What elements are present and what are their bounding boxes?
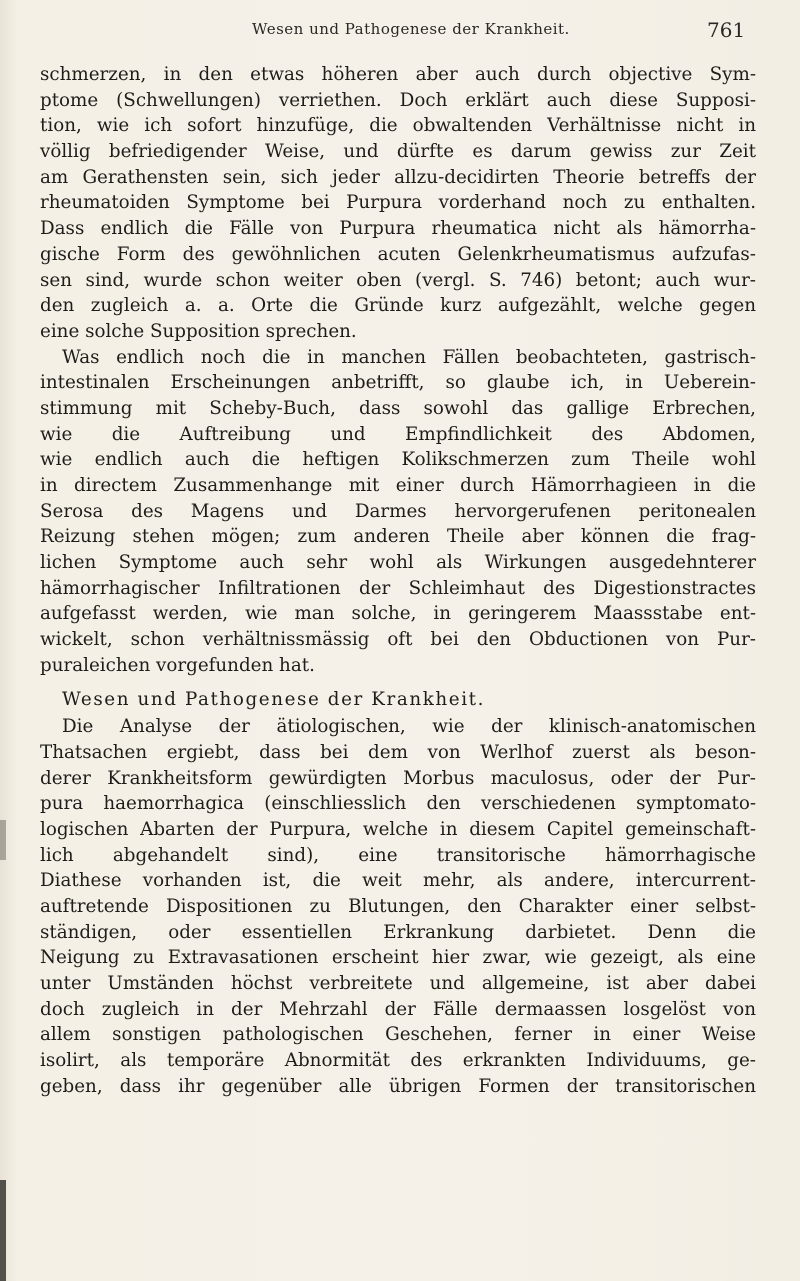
page-edge-shadow: [0, 820, 6, 860]
text-line: Was endlich noch die in manchen Fällen beobachteten, gastrisch-: [62, 346, 756, 368]
text-line: in directem Zusammenhange mit einer durch Hämorrhagieen in die: [40, 475, 756, 496]
text-line: den zugleich a. a. Orte die Gründe kurz aufgezählt, welche gegen: [40, 295, 756, 317]
text-line: derer Krankheitsform gewürdigten Morbus maculosus, oder der Pur-: [40, 767, 756, 789]
text-line: stimmung mit Scheby-Buch, dass sowohl das gallige Erbrechen,: [40, 397, 756, 419]
text-line: Serosa des Magens und Darmes hervorgerufenen peritonealen: [40, 500, 756, 522]
text-line: Die Analyse der ätiologischen, wie der klinisch-anatomischen: [62, 716, 756, 738]
running-title: Wesen und Pathogenese der Krankheit.: [252, 20, 570, 38]
text-line: geben, dass ihr gegenüber alle übrigen Formen der transitorischen: [40, 1075, 756, 1097]
text-line: intestinalen Erscheinungen anbetrifft, so glaube ich, in Ueberein-: [40, 372, 756, 394]
text-line: eine solche Supposition sprechen.: [40, 320, 357, 342]
text-line: Reizung stehen mögen; zum anderen Theile aber können die frag-: [40, 526, 756, 548]
text-line: puraleichen vorgefunden hat.: [40, 654, 315, 676]
text-line: wie endlich auch die heftigen Kolikschmerzen zum Theile wohl: [40, 449, 756, 471]
text-line: ptome (Schwellungen) verriethen. Doch erklärt auch diese Supposi-: [40, 89, 756, 111]
text-line: logischen Abarten der Purpura, welche in diesem Capitel gemeinschaft-: [40, 818, 756, 840]
text-line: lich abgehandelt sind), eine transitorische hämorrhagische: [40, 844, 756, 866]
text-line: Thatsachen ergiebt, dass bei dem von Werlhof zuerst als beson-: [40, 741, 756, 763]
text-line: unter Umständen höchst verbreitete und allgemeine, ist aber dabei: [40, 973, 756, 995]
text-line: ständigen, oder essentiellen Erkrankung darbietet. Denn die: [40, 921, 756, 943]
text-line: isolirt, als temporäre Abnormität des erkrankten Individuums, ge-: [40, 1050, 756, 1072]
text-line: am Gerathensten sein, sich jeder allzu-decidirten Theorie betreffs der: [40, 166, 756, 188]
text-line: Diathese vorhanden ist, die weit mehr, als andere, intercurrent-: [40, 870, 756, 892]
text-line: lichen Symptome auch sehr wohl als Wirkungen ausgedehnterer: [40, 552, 756, 574]
text-line: sen sind, wurde schon weiter oben (vergl. S. 746) betont; auch wur-: [40, 269, 756, 291]
text-line: pura haemorrhagica (einschliesslich den verschiedenen symptomato-: [40, 793, 756, 815]
text-line: tion, wie ich sofort hinzufüge, die obwaltenden Verhältnisse nicht in: [40, 115, 756, 137]
text-line: Dass endlich die Fälle von Purpura rheumatica nicht als hämorrha-: [40, 218, 756, 240]
text-line: gische Form des gewöhnlichen acuten Gelenkrheumatismus aufzufas-: [40, 243, 756, 265]
text-line: auftretende Dispositionen zu Blutungen, den Charakter einer selbst-: [40, 896, 756, 917]
text-line: schmerzen, in den etwas höheren aber auch durch objective Sym-: [40, 64, 756, 85]
text-line: doch zugleich in der Mehrzahl der Fälle dermaassen losgelöst von: [40, 998, 756, 1020]
page-number: 761: [707, 18, 746, 42]
text-line: wickelt, schon verhältnissmässig oft bei den Obductionen von Pur-: [40, 629, 756, 651]
body-text: [40, 62, 756, 1100]
text-line: allem sonstigen pathologischen Geschehen, ferner in einer Weise: [40, 1024, 756, 1046]
text-line: rheumatoiden Symptome bei Purpura vorderhand noch zu enthalten.: [40, 192, 756, 214]
text-line: Neigung zu Extravasationen erscheint hier zwar, wie gezeigt, als eine: [40, 947, 756, 969]
text-line: völlig befriedigender Weise, und dürfte es darum gewiss zur Zeit: [40, 141, 756, 163]
text-line: wie die Auftreibung und Empfindlichkeit des Abdomen,: [40, 423, 756, 445]
running-head: [0, 18, 800, 46]
page-edge-mark: [0, 1180, 6, 1281]
section-heading: Wesen und Pathogenese der Krankheit.: [62, 688, 486, 710]
text-line: hämorrhagischer Infiltrationen der Schleimhaut des Digestionstractes: [40, 577, 756, 599]
text-line: aufgefasst werden, wie man solche, in geringerem Maassstabe ent-: [40, 603, 756, 625]
